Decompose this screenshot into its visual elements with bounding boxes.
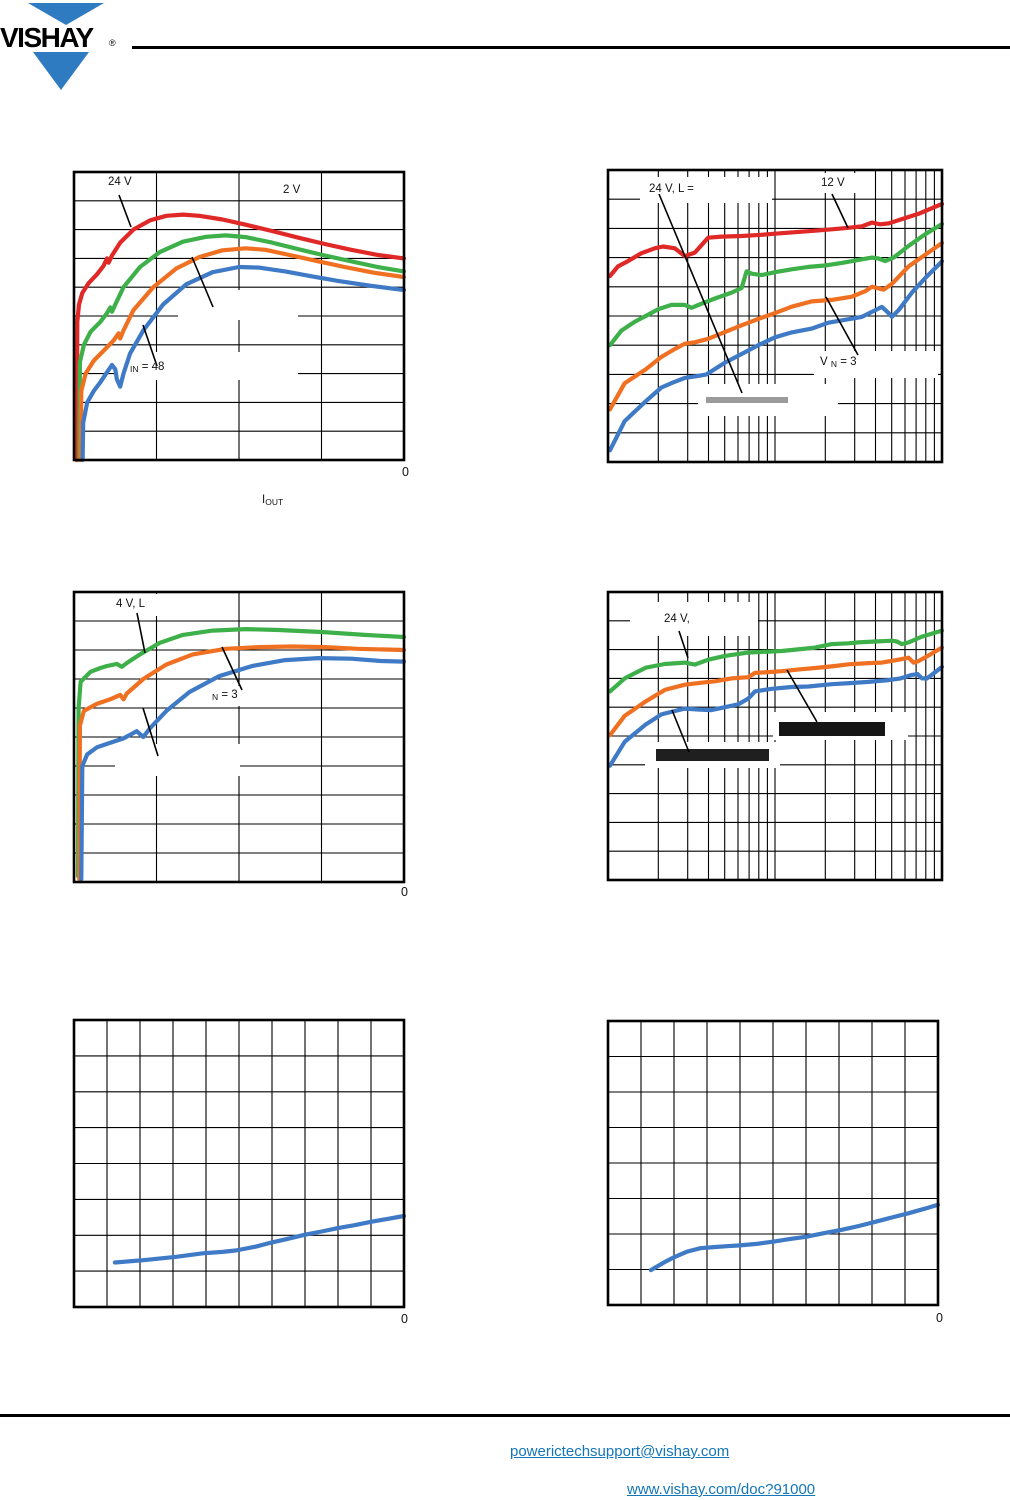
doc-link[interactable]: www.vishay.com/doc?91000: [627, 1481, 816, 1498]
chart-5-bottom-left: [71, 1017, 407, 1310]
chart-2-top-right-label-24v-l: 24 V, L =: [649, 183, 694, 195]
chart-1-top-left-curve-red: [77, 215, 404, 460]
chart-3-mid-left-label-4v-l: 4 V, L: [116, 598, 145, 610]
chart-3-mid-left: [71, 589, 407, 885]
chart-3-mid-left-label-n-3: $_N$ = 3: [212, 689, 238, 702]
logo-registered-mark: ®: [109, 38, 116, 48]
chart-5-bottom-left-x-tick-0: 0: [401, 1312, 408, 1326]
chart-1-top-left: [71, 169, 407, 463]
chart-2-top-right: [605, 167, 945, 465]
chart-1-top-left-label-2v: 2 V: [283, 184, 301, 196]
chart-6-bottom-right-curve-blue: [651, 1205, 938, 1270]
chart-4-mid-right: [605, 589, 945, 883]
chart-5-bottom-left-curve-blue: [115, 1216, 404, 1263]
logo-bottom-triangle-icon: [33, 52, 89, 90]
logo-wordmark: VISHAY: [0, 22, 93, 53]
email-support-link[interactable]: powerictechsupport@vishay.com: [510, 1443, 730, 1460]
chart-4-mid-right-label-24v: 24 V,: [664, 613, 690, 625]
chart-3-mid-left-x-tick-0: 0: [401, 885, 408, 899]
chart-1-top-left-label-24v: 24 V: [108, 176, 132, 188]
chart-1-top-left-label-vin-48: $_{IN}$ = 48: [130, 361, 165, 374]
chart-6-bottom-right: [605, 1018, 941, 1308]
chart-2-top-right-label-vn-3: V $_N$ = 3: [820, 356, 857, 369]
footer-rule: [0, 1414, 1010, 1417]
chart-2-top-right-label-12v: 12 V: [821, 177, 845, 189]
vishay-logo: [0, 0, 140, 95]
chart-1-top-left-x-axis-label-iout: $I_{OUT}$: [262, 494, 284, 507]
header-rule: [132, 46, 1010, 49]
chart-6-bottom-right-x-tick-0: 0: [936, 1311, 943, 1325]
chart-1-top-left-x-tick-0: 0: [402, 465, 409, 479]
